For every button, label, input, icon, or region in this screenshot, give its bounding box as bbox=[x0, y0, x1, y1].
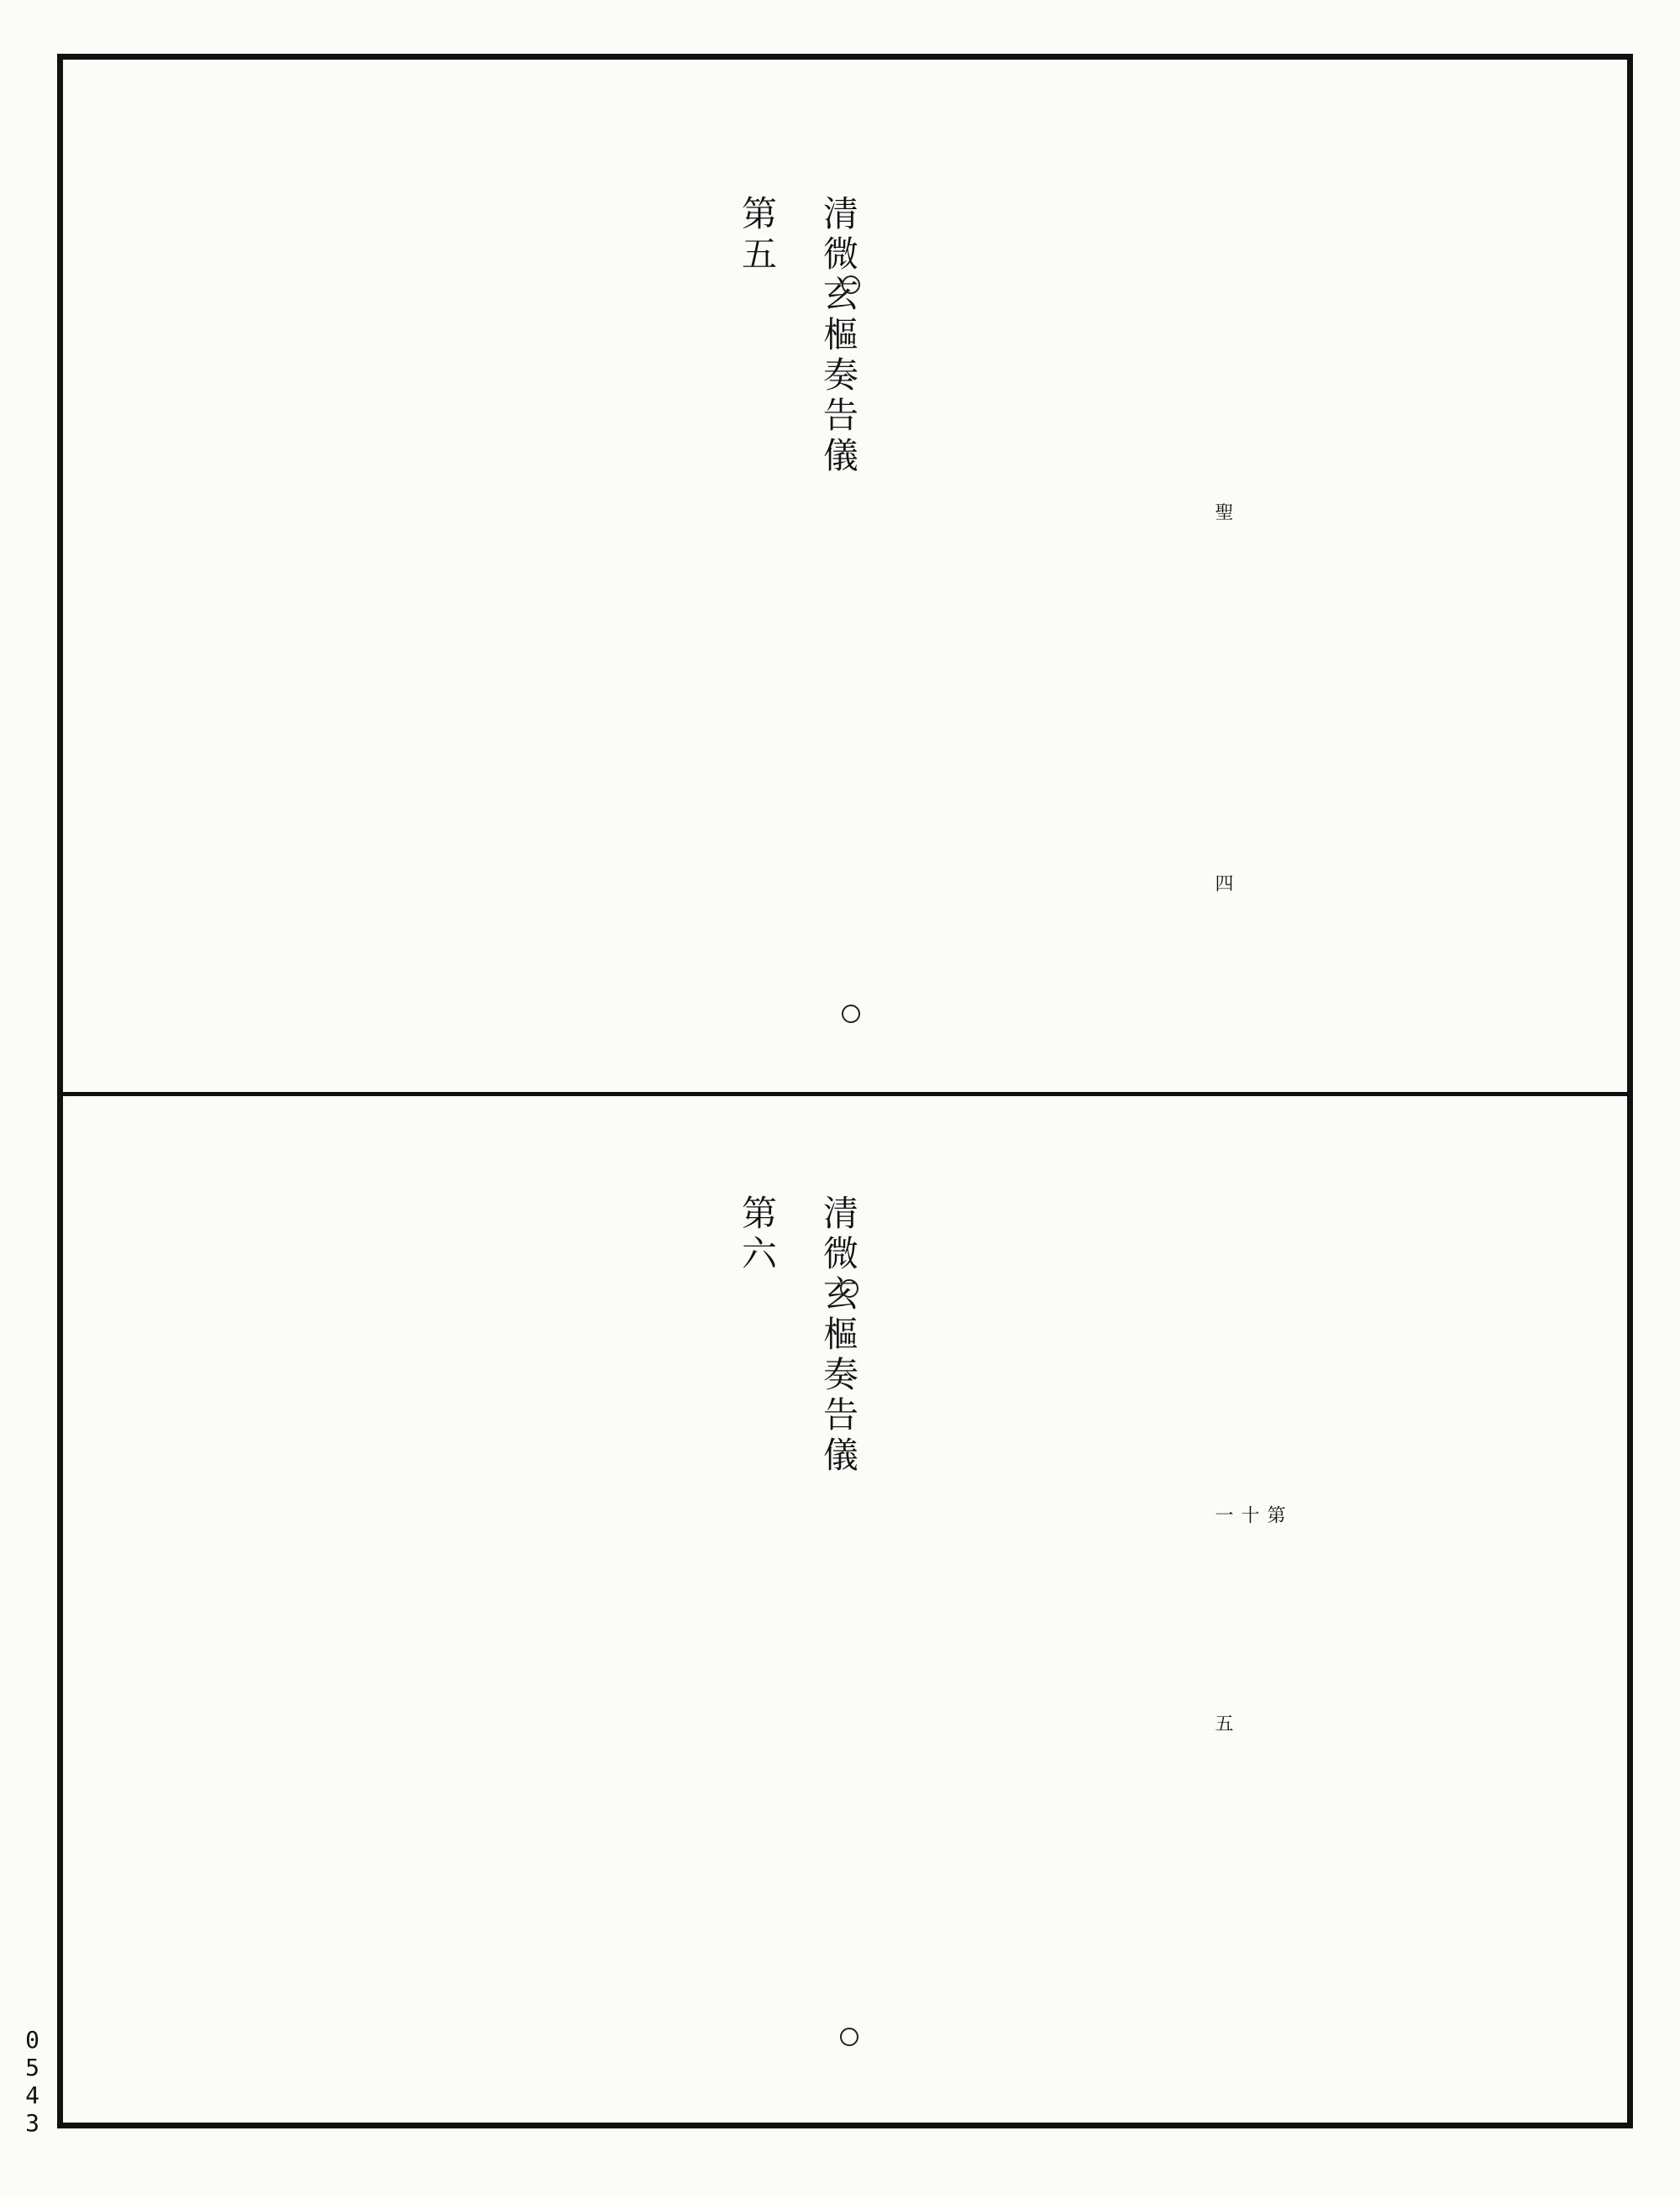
upper-marginal-1: 四 bbox=[1212, 874, 1233, 894]
punctuation-circle bbox=[842, 1005, 860, 1023]
lower-header-title: 清微玄樞奏告儀 bbox=[818, 1194, 859, 1477]
punctuation-circle bbox=[840, 1279, 858, 1298]
upper-marginal-2: 聖 bbox=[1212, 502, 1233, 522]
panel-divider bbox=[57, 1092, 1633, 1096]
punctuation-circle bbox=[840, 2028, 858, 2046]
upper-header-section: 第五 bbox=[737, 195, 778, 276]
lower-header bbox=[737, 1194, 859, 1477]
lower-marginal-1: 第十一 bbox=[1212, 1505, 1285, 1525]
page-number: 0543 bbox=[18, 2026, 46, 2137]
punctuation-circle bbox=[842, 276, 860, 294]
lower-marginal-2: 五 bbox=[1212, 1714, 1233, 1734]
lower-header-section: 第六 bbox=[737, 1194, 778, 1275]
upper-header bbox=[737, 195, 859, 477]
upper-header-title: 清微玄樞奏告儀 bbox=[818, 195, 859, 477]
